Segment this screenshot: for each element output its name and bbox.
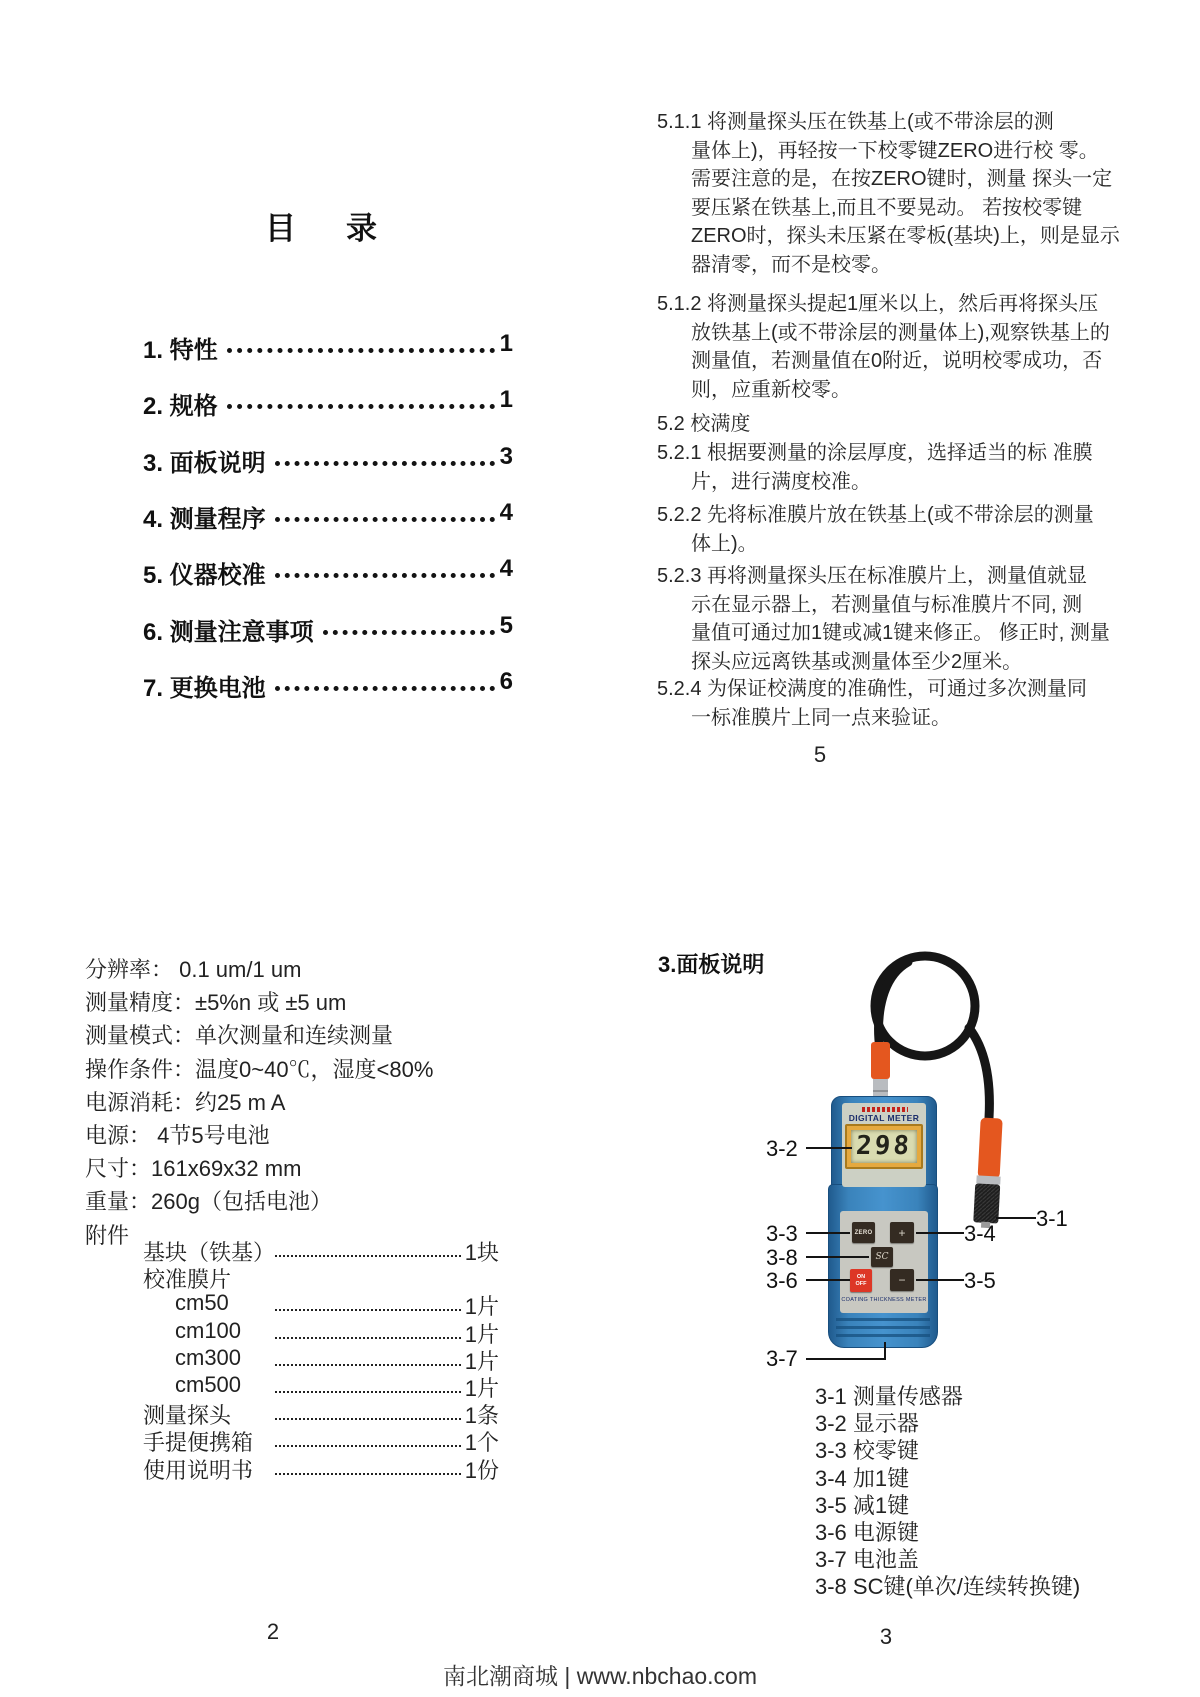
power-key-off-label: OFF (855, 1280, 867, 1287)
toc-item-page: 4 (499, 499, 513, 526)
battery-cover-ridge (836, 1326, 930, 1329)
toc-item (143, 555, 513, 589)
section5-line: 5.2.1 根据要测量的涂层厚度，选择适当的标 准膜 (657, 442, 1093, 464)
section5-line: 则，应重新校零。 (691, 378, 851, 401)
toc-item-label: 5. 仪器校准 (143, 562, 266, 589)
accessory-label: cm100 (175, 1318, 242, 1343)
accessory-label: 使用说明书 (143, 1458, 254, 1483)
accessory-label: cm300 (175, 1345, 242, 1370)
site-footer: 南北潮商城 | www.nbchao.com (442, 1663, 757, 1689)
legend-item: 3-2 显示器 (815, 1411, 919, 1437)
callout-line-3-8 (806, 1256, 869, 1258)
toc-dot-leader (275, 443, 495, 466)
accessory-row (143, 1290, 499, 1317)
power-key-on-label: ON (856, 1274, 866, 1280)
callout-line-3-3 (806, 1232, 850, 1234)
page-number-5: 5 (813, 742, 827, 767)
section5-line: 5.2.3 再将测量探头压在标准膜片上，测量值就显 (657, 565, 1088, 587)
accessory-qty: 1片 (464, 1294, 499, 1319)
accessory-qty: 1片 (464, 1376, 499, 1401)
callout-3-6: 3-6 (766, 1268, 798, 1293)
spec-row: 附件 (85, 1222, 130, 1248)
callout-line-3-1 (996, 1217, 1036, 1219)
accessory-row (143, 1345, 499, 1372)
callout-3-2: 3-2 (766, 1136, 798, 1161)
legend-item: 3-7 电池盖 (815, 1547, 919, 1573)
legend-item: 3-5 减1键 (815, 1492, 910, 1518)
probe-cable-coil (875, 956, 975, 1056)
toc-item (143, 612, 513, 646)
spec-row: 重量：260g（包括电池） (85, 1189, 332, 1215)
callout-3-8: 3-8 (766, 1245, 798, 1270)
panel-heading: 3.面板说明 (658, 952, 765, 977)
accessory-qty: 1个 (464, 1430, 499, 1455)
accessory-qty: 1片 (464, 1349, 499, 1374)
section5-paragraph (657, 501, 1094, 558)
spec-row: 分辨率： 0.1 um/1 um (85, 957, 302, 982)
toc-title (265, 203, 377, 248)
section5-line: 5.2 校满度 (657, 413, 751, 435)
toc-dot-leader (275, 555, 495, 578)
page-number-2: 2 (266, 1619, 280, 1644)
accessory-row (143, 1399, 499, 1426)
callout-line-3-7 (806, 1358, 884, 1360)
plus-key: + (890, 1222, 914, 1243)
section5-line: 量值可通过加1键或减1键来修正。 修正时, 测量 (691, 622, 1110, 644)
cable-connector-top (871, 1042, 890, 1098)
section5-line: 5.1.2 将测量探头提起1厘米以上，然后再将探头压 (657, 293, 1099, 315)
accessory-label: 手提便携箱 (143, 1430, 254, 1455)
legend-item: 3-3 校零键 (815, 1438, 919, 1464)
callout-line-3-4 (916, 1232, 964, 1234)
accessory-dot-leader (275, 1399, 461, 1420)
page-number-3: 3 (879, 1624, 893, 1649)
accessory-dot-leader (275, 1345, 461, 1366)
toc-item-page: 4 (499, 555, 513, 582)
accessory-qty: 1条 (464, 1403, 499, 1428)
accessory-dot-leader (275, 1372, 461, 1393)
accessory-row (143, 1426, 499, 1453)
spec-row: 电源： 4节5号电池 (85, 1123, 270, 1149)
toc-title-char1: 目 (265, 211, 296, 246)
toc-dot-leader (227, 330, 495, 353)
section5-paragraph (657, 562, 1110, 676)
section5-line: 放铁基上(或不带涂层的测量体上),观察铁基上的 (691, 321, 1110, 344)
toc-item (143, 668, 513, 702)
toc-title-char2: 录 (346, 211, 377, 246)
legend-item: 3-6 电源键 (815, 1519, 919, 1545)
toc-item-page: 1 (499, 386, 513, 413)
sc-key: SC (871, 1247, 893, 1267)
toc-item-label: 3. 面板说明 (143, 450, 266, 477)
accessory-row (143, 1263, 499, 1290)
callout-line-3-5 (916, 1279, 964, 1281)
section5-line: 体上)。 (691, 532, 758, 555)
section5-line: 探头应远离铁基或测量体至少2厘米。 (691, 650, 1023, 673)
toc-dot-leader (323, 612, 495, 635)
meter-caption: COATING THICKNESS METER (841, 1297, 927, 1303)
spec-row: 电源消耗：约25 m A (85, 1089, 286, 1115)
minus-key: − (890, 1269, 914, 1291)
accessory-dot-leader (275, 1454, 461, 1475)
lcd-display (845, 1124, 923, 1169)
section5-line: ZERO时，探头未压紧在零板(基块)上，则是显示 (691, 225, 1120, 247)
toc-item-label: 7. 更换电池 (143, 675, 266, 702)
lcd-screen (851, 1130, 917, 1163)
accessory-row (143, 1318, 499, 1345)
callout-3-5: 3-5 (964, 1268, 996, 1293)
section5-line: 一标准膜片上同一点来验证。 (691, 706, 951, 729)
panel-legend (815, 1380, 1115, 1598)
section5-line: 要压紧在铁基上,而且不要晃动。 若按校零键 (691, 196, 1083, 219)
section5-line: 5.2.2 先将标准膜片放在铁基上(或不带涂层的测量 (657, 504, 1094, 526)
toc-item-page: 6 (499, 668, 513, 695)
measuring-probe (973, 1117, 1004, 1228)
toc-item-label: 2. 规格 (143, 393, 218, 420)
section5-line: 量体上)，再轻按一下校零键ZERO进行校 零。 (691, 139, 1099, 162)
callout-line-3-7-vertical (884, 1342, 886, 1360)
accessory-qty: 1片 (464, 1322, 499, 1347)
accessory-dot-leader (275, 1426, 461, 1447)
accessory-dot-leader (275, 1290, 461, 1311)
toc-item (143, 330, 513, 364)
accessory-dot-leader (275, 1263, 495, 1284)
legend-item: 3-8 SC键(单次/连续转换键) (815, 1574, 1081, 1600)
toc-item (143, 499, 513, 533)
section5-line: 需要注意的是，在按ZERO键时，测量 探头一定 (691, 168, 1113, 190)
accessory-qty: 1份 (464, 1458, 499, 1483)
legend-item: 3-4 加1键 (815, 1465, 910, 1491)
section5-paragraph (657, 290, 1110, 404)
toc-dot-leader (275, 668, 495, 691)
battery-cover-ridge (836, 1334, 930, 1337)
section5-line: 测量值，若测量值在0附近，说明校零成功，否 (691, 350, 1103, 372)
callout-line-3-6 (806, 1279, 850, 1281)
callout-3-7: 3-7 (766, 1346, 798, 1371)
spec-row: 尺寸：161x69x32 mm (85, 1156, 302, 1182)
callout-3-3: 3-3 (766, 1221, 798, 1246)
callout-3-4: 3-4 (964, 1221, 996, 1246)
toc-dot-leader (227, 386, 495, 409)
section5-paragraph (657, 675, 1088, 732)
accessory-label: 校准膜片 (143, 1267, 232, 1292)
section5-line: 器清零，而不是校零。 (691, 253, 891, 276)
toc-item (143, 443, 513, 477)
callout-3-1: 3-1 (1036, 1206, 1068, 1231)
accessory-dot-leader (275, 1236, 461, 1257)
probe-cable-exit (969, 1028, 989, 1118)
section5-paragraph (657, 108, 1120, 279)
accessory-label: 基块（铁基） (143, 1240, 276, 1265)
accessory-dot-leader (275, 1318, 461, 1339)
spec-row: 操作条件：温度0~40℃，湿度<80% (85, 1056, 434, 1082)
section5-line: 5.2.4 为保证校满度的准确性，可通过多次测量同 (657, 678, 1088, 700)
toc-item-page: 3 (499, 443, 513, 470)
accessory-row (143, 1372, 499, 1399)
toc-item (143, 386, 513, 420)
battery-cover-ridge (836, 1318, 930, 1321)
toc-item-page: 5 (499, 612, 513, 639)
section5-line: 示在显示器上，若测量值与标准膜片不同, 测 (691, 593, 1083, 616)
section5-line: 5.1.1 将测量探头压在铁基上(或不带涂层的测 (657, 111, 1054, 133)
spec-row: 测量模式：单次测量和连续测量 (85, 1023, 394, 1049)
accessory-label: cm500 (175, 1372, 242, 1397)
section5-line: 片，进行满度校准。 (691, 470, 871, 493)
toc-item-label: 4. 测量程序 (143, 506, 266, 533)
power-key (850, 1269, 872, 1292)
spec-row: 测量精度：±5%n 或 ±5 um (85, 990, 347, 1016)
lcd-value: 298 (855, 1131, 914, 1161)
accessory-qty: 1块 (464, 1240, 499, 1265)
accessory-row (143, 1236, 499, 1263)
toc-item-page: 1 (499, 330, 513, 357)
accessory-row (143, 1454, 499, 1481)
accessory-label: 测量探头 (143, 1403, 232, 1428)
meter-brand-text: DIGITAL METER (848, 1113, 920, 1123)
callout-line-3-2 (806, 1147, 852, 1149)
accessory-label: cm50 (175, 1290, 229, 1315)
toc-item-label: 1. 特性 (143, 337, 218, 364)
section5-paragraph (657, 410, 1059, 439)
meter-brand-red-text (862, 1107, 908, 1112)
zero-key: ZERO (852, 1222, 875, 1243)
spec-list (85, 953, 515, 1252)
toc-item-label: 6. 测量注意事项 (143, 619, 314, 646)
legend-item: 3-1 测量传感器 (815, 1384, 963, 1409)
section5-paragraph (657, 439, 1093, 496)
toc-dot-leader (275, 499, 495, 522)
